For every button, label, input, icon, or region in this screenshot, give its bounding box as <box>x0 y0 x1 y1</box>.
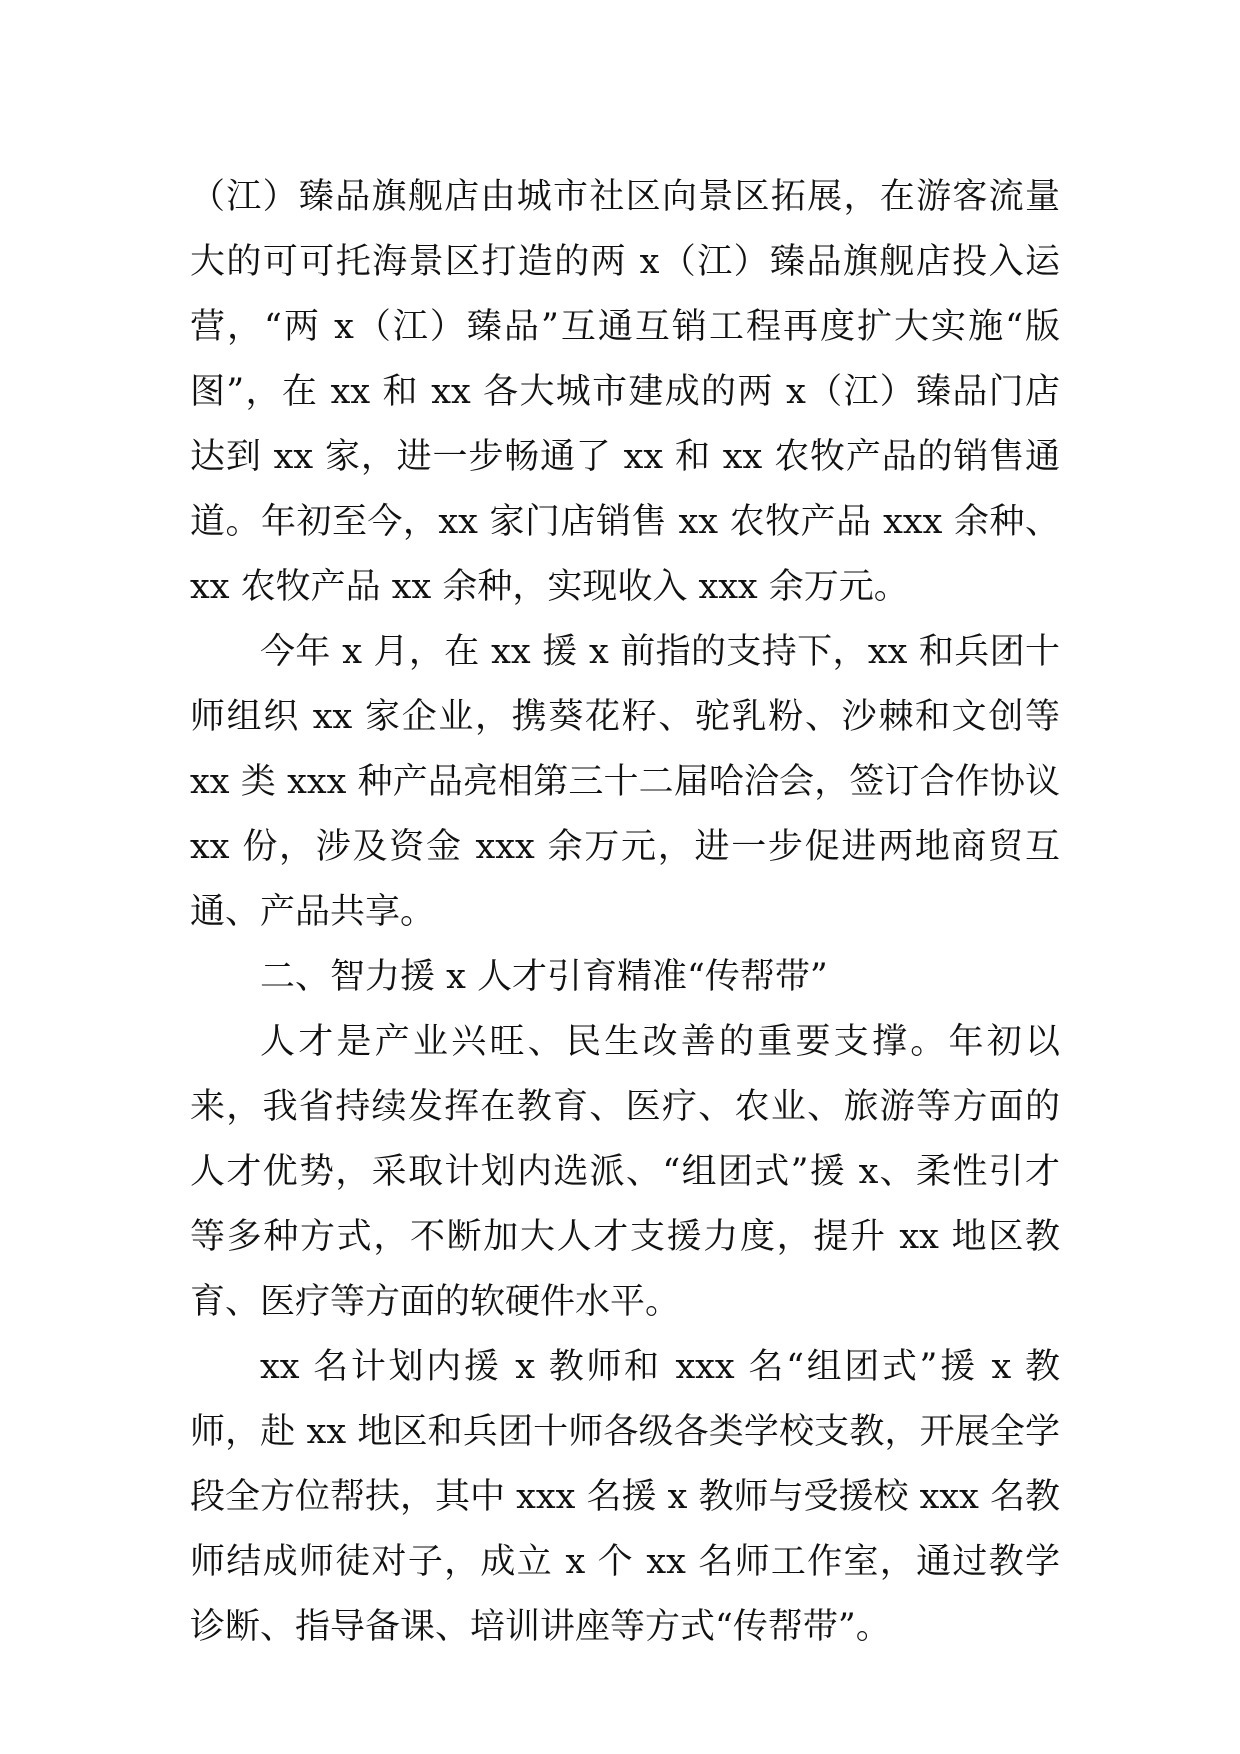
paragraph-store-expansion: （江）臻品旗舰店由城市社区向景区拓展，在游客流量大的可可托海景区打造的两 x（江）臻品旗舰店投入运营，“两 x（江）臻品”互通互销工程再度扩大实施“版图”，在 xx 和 xx 各大城市建成的两 x（江）臻品门店达到 xx 家，进一步畅通了 xx 和 xx 农牧产品的销售通道。年初至今，xx 家门店销售 xx 农牧产品 xxx 余种、xx 农牧产品 xx 余种，实现收入 xxx 余万元。 <box>190 177 1060 607</box>
paragraph-teachers: xx 名计划内援 x 教师和 xxx 名“组团式”援 x 教师，赴 xx 地区和兵团十师各级各类学校支教，开展全学段全方位帮扶，其中 xxx 名援 x 教师与受援校 xxx 名教师结成师徒对子，成立 x 个 xx 名师工作室，通过教学诊断、指导备课、培训讲座等方式“传帮带”。 <box>190 1347 1060 1647</box>
paragraph-talent-support: 人才是产业兴旺、民生改善的重要支撑。年初以来，我省持续发挥在教育、医疗、农业、旅游等方面的人才优势，采取计划内选派、“组团式”援 x、柔性引才等多种方式，不断加大人才支援力度，提升 xx 地区教育、医疗等方面的软硬件水平。 <box>190 1022 1060 1322</box>
section-heading-talent: 二、智力援 x 人才引育精准“传帮带” <box>260 957 828 997</box>
paragraph-trade-fair: 今年 x 月，在 xx 援 x 前指的支持下，xx 和兵团十师组织 xx 家企业，携葵花籽、驼乳粉、沙棘和文创等 xx 类 xxx 种产品亮相第三十二届哈洽会，签订合作协议 xx 份，涉及资金 xxx 余万元，进一步促进两地商贸互通、产品共享。 <box>190 632 1060 932</box>
document-body <box>190 165 1060 1660</box>
